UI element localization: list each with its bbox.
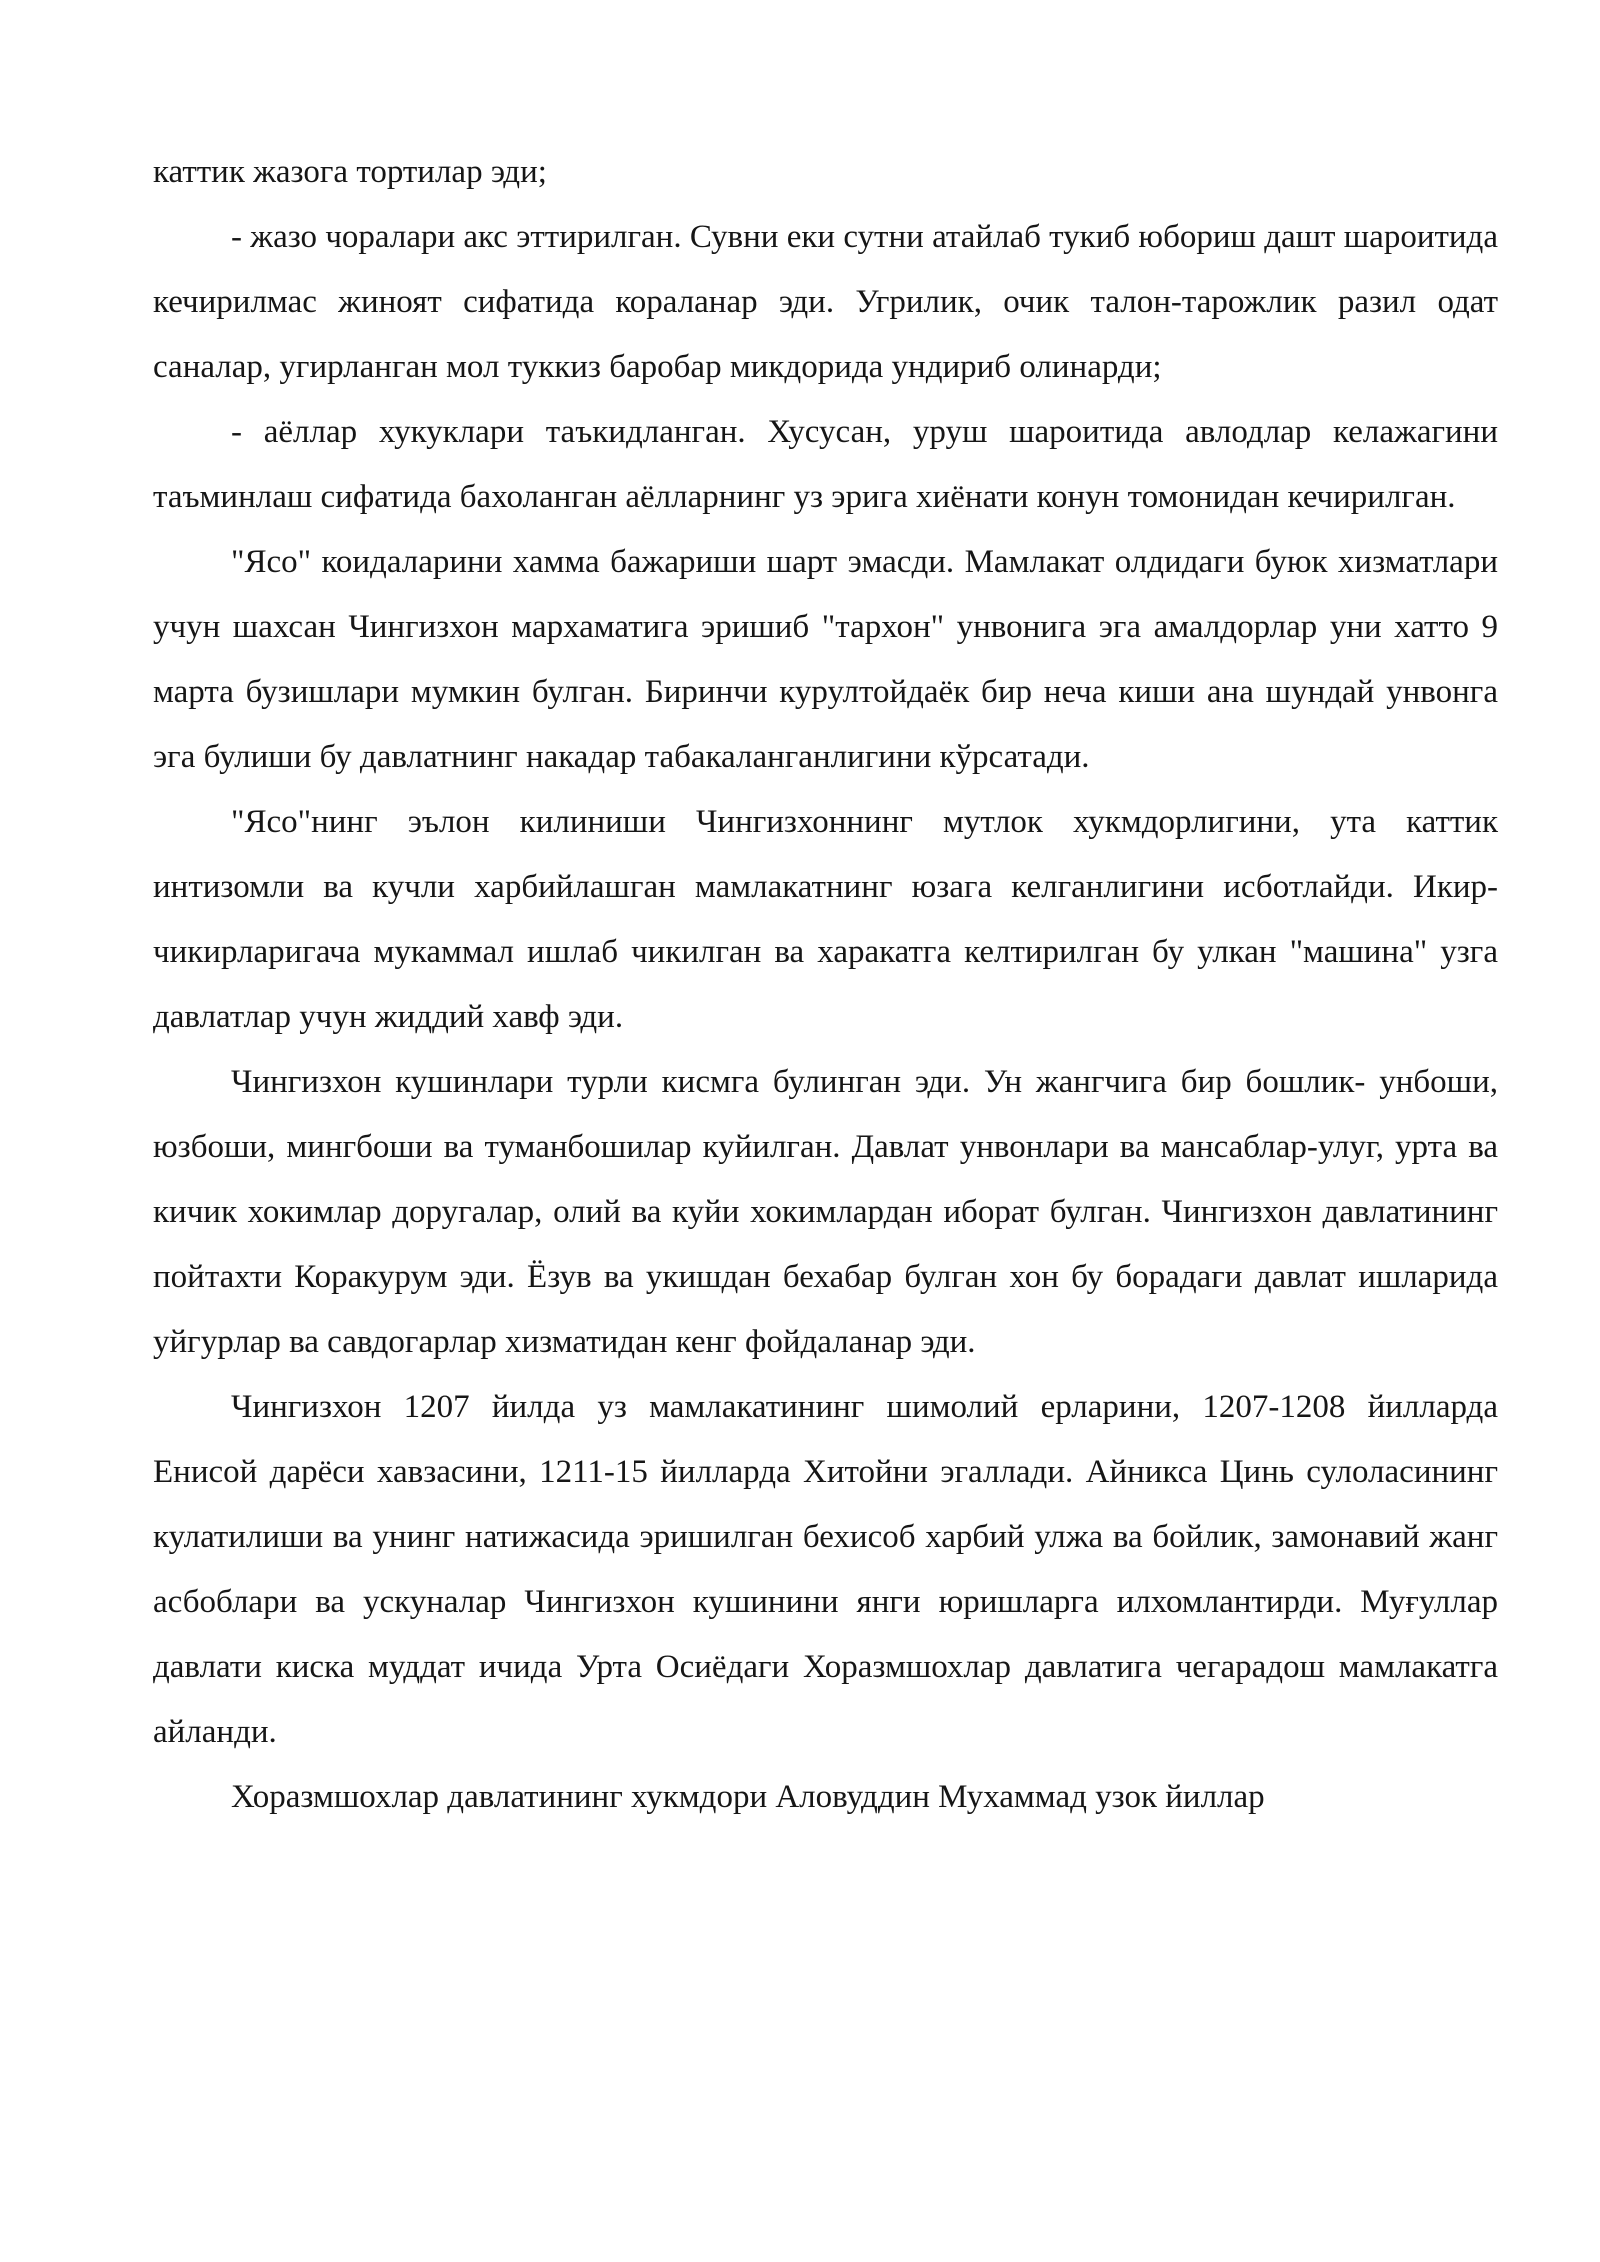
paragraph-2: - жазо чоралари акс эттирилган. Сувни еки сутни атайлаб тукиб юбориш дашт шароитида кечирилмас жиноят сифатида кораланар эди. Угрилик, очик талон-тарожлик разил одат саналар, угирланган мол туккиз баробар микдорида ундириб олинарди;: [153, 219, 1498, 385]
paragraph-4: "Ясо" коидаларини хамма бажариши шарт эмасди. Мамлакат олдидаги буюк хизматлари учун шахсан Чингизхон мархаматига эришиб "тархон" унвонига эга амалдорлар уни хатто 9 марта бузишлари мумкин булган. Биринчи курултойдаёк бир неча киши ана шундай унвонга эга булиши бу давлатнинг накадар табакаланганлигини кўрсатади.: [153, 544, 1498, 775]
paragraph-7: Чингизхон 1207 йилда уз мамлакатининг шимолий ерларини, 1207-1208 йилларда Енисой дарёси хавзасини, 1211-15 йилларда Хитойни эгаллади. Айникса Цинь сулоласининг кулатилиши ва унинг натижасида эришилган бехисоб харбий улжа ва бойлик, замонавий жанг асбоблари ва ускуналар Чингизхон кушинини янги юришларга илхомлантирди. Муғуллар давлати киска муддат ичида Урта Осиёдаги Хоразмшохлар давлатига чегарадош мамлакатга айланди.: [153, 1389, 1498, 1750]
document-page: [153, 140, 1498, 1830]
paragraph-6: Чингизхон кушинлари турли кисмга булинган эди. Ун жангчига бир бошлик- унбоши, юзбоши, мингбоши ва туманбошилар куйилган. Давлат унвонлари ва мансаблар-улуг, урта ва кичик хокимлар доругалар, олий ва куйи хокимлардан иборат булган. Чингизхон давлатининг пойтахти Коракурум эди. Ёзув ва укишдан бехабар булган хон бу борадаги давлат ишларида уйгурлар ва савдогарлар хизматидан кенг фойдаланар эди.: [153, 1064, 1498, 1360]
paragraph-5: "Ясо"нинг эълон килиниши Чингизхоннинг мутлок хукмдорлигини, ута каттик интизомли ва кучли харбийлашган мамлакатнинг юзага келганлигини исботлайди. Икир-чикирларигача мукаммал ишлаб чикилган ва харакатга келтирилган бу улкан "машина" узга давлатлар учун жиддий хавф эди.: [153, 804, 1498, 1035]
paragraph-1: каттик жазога тортилар эди;: [153, 154, 547, 190]
paragraph-3: - аёллар хукуклари таъкидланган. Хусусан, уруш шароитида авлодлар келажагини таъминлаш сифатида бахоланган аёлларнинг уз эрига хиёнати конун томонидан кечирилган.: [153, 414, 1498, 515]
paragraph-8: Хоразмшохлар давлатининг хукмдори Аловуддин Мухаммад узок йиллар: [231, 1779, 1265, 1815]
